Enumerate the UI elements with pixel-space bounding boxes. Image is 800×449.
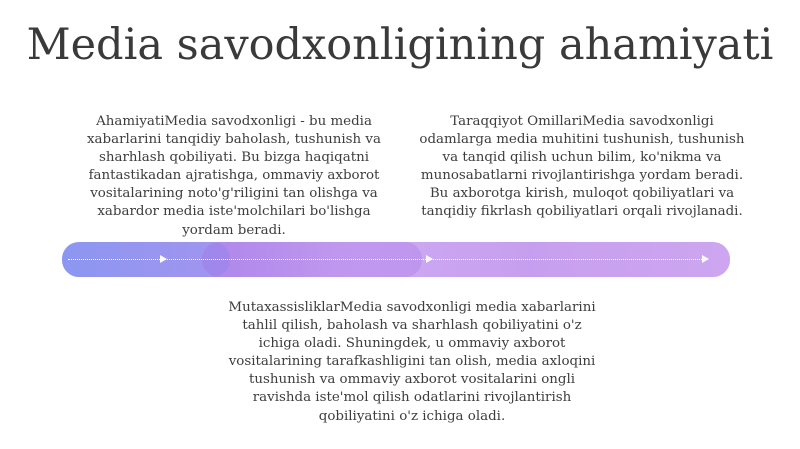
- slide-title: Media savodxonligining ahamiyati: [26, 20, 774, 70]
- text-block-mutaxassisliklar: MutaxassisliklarMedia savodxonligi media xabarlarini tahlil qilish, baholash va sharhlash qobiliyatini o'z ichiga oladi. Shuningdek, u ommaviy axborot vositalarining tarafkashligini tan olish, media axloqini tushunish va ommaviy axborot vositalarini ongli ravishda iste'mol qilish odatlarini rivojlantirish qobiliyatini o'z ichiga oladi.: [228, 300, 596, 424]
- text-block-ahamiyati: AhamiyatiMedia savodxonligi - bu media xabarlarini tanqidiy baholash, tushunish va sharhlash qobiliyati. Bu bizga haqiqatni fantastikadan ajratishga, ommaviy axborot vositalarining noto'g'riligini tan olishga va xabardor media iste'molchilari bo'lishga yordam beradi.: [87, 114, 381, 238]
- arrow-right-icon: [160, 255, 167, 263]
- arrow-right-icon: [702, 255, 709, 263]
- text-block-taraqqiyot-omillari: Taraqqiyot OmillariMedia savodxonligi odamlarga media muhitini tushunish, tushunish va tanqid qilish uchun bilim, ko'nikma va munosabatlarni rivojlantirishga yordam beradi. Bu axborotga kirish, muloqot qobiliyatlari va tanqidiy fikrlash qobiliyatlari orqali rivojlanadi.: [419, 114, 745, 220]
- timeline-bar: [62, 242, 730, 277]
- arrow-right-icon: [426, 255, 433, 263]
